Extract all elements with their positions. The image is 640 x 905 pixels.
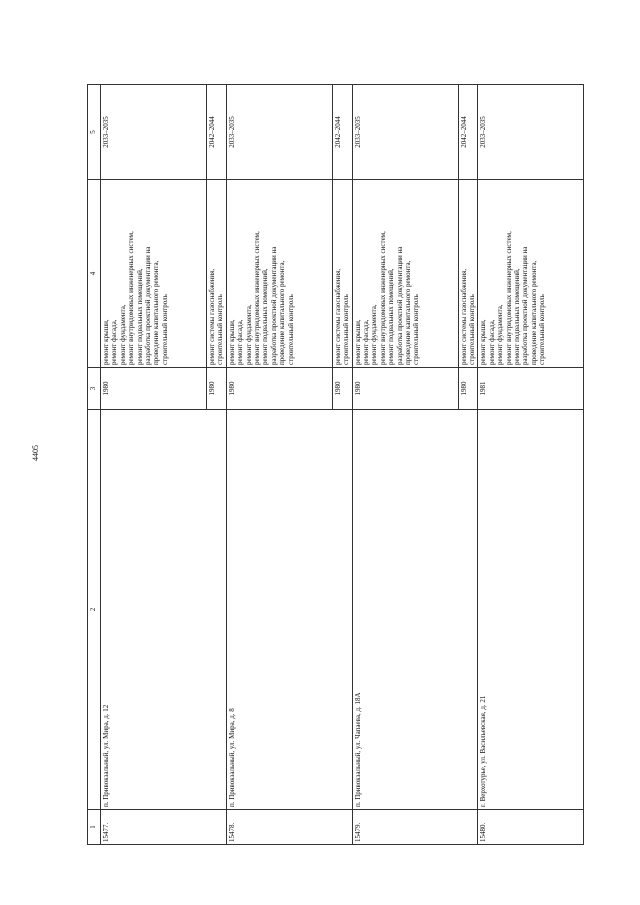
record-number: 15479. xyxy=(352,810,478,845)
record-address: г. Верхотурье, ул. Васильевская, д. 21 xyxy=(478,410,584,810)
table-row xyxy=(226,85,332,845)
repair-works xyxy=(352,180,458,368)
repair-work-line: строительный контроль xyxy=(467,294,476,365)
build-year: 1980 xyxy=(207,368,227,410)
repair-work-line: ремонт фасада, xyxy=(487,319,496,365)
repair-schedule-table xyxy=(87,84,584,845)
header-col-5: 5 xyxy=(88,85,101,180)
table-body xyxy=(101,85,584,845)
repair-work-line: ремонт фасада, xyxy=(236,319,245,365)
repair-period: 2033–2035 xyxy=(352,85,458,180)
repair-work-line: ремонт внутридомовых инженерных систем, xyxy=(378,231,387,365)
repair-work-line: строительный контроль xyxy=(538,294,547,365)
repair-works xyxy=(101,180,207,368)
repair-works xyxy=(207,180,227,368)
repair-period: 2033–2035 xyxy=(226,85,332,180)
header-col-4: 4 xyxy=(88,180,101,368)
repair-work-line: ремонт фундамента, xyxy=(496,304,505,365)
repair-period: 2042–2044 xyxy=(207,85,227,180)
repair-work-line: ремонт системы газоснабжения, xyxy=(208,268,216,365)
repair-work-line: ремонт фундамента, xyxy=(118,304,127,365)
repair-work-line: ремонт фундамента, xyxy=(370,304,379,365)
repair-work-line: проведение капитального ремонта, xyxy=(403,260,412,365)
build-year: 1980 xyxy=(332,368,352,410)
rotated-table-container xyxy=(87,85,577,845)
repair-work-line: строительный контроль xyxy=(412,294,421,365)
repair-work-line: ремонт внутридомовых инженерных систем, xyxy=(252,231,261,365)
build-year: 1980 xyxy=(101,368,207,410)
repair-period: 2042–2044 xyxy=(458,85,478,180)
record-address: п. Привокзальный, ул. Мира, д. 8 xyxy=(226,410,352,810)
build-year: 1980 xyxy=(226,368,332,410)
table-row xyxy=(478,85,584,845)
repair-work-line: строительный контроль xyxy=(160,294,169,365)
repair-work-line: проведение капитального ремонта, xyxy=(278,260,287,365)
repair-work-line: разработка проектной документации на xyxy=(521,246,530,365)
repair-work-line: ремонт подвальных помещений, xyxy=(512,268,521,365)
repair-works xyxy=(478,180,584,368)
repair-period: 2042–2044 xyxy=(332,85,352,180)
table-row xyxy=(101,85,207,845)
repair-work-line: ремонт подвальных помещений, xyxy=(261,268,270,365)
repair-work-line: ремонт фасада, xyxy=(110,319,119,365)
repair-work-line: ремонт крыши, xyxy=(227,319,236,365)
header-col-3: 3 xyxy=(88,368,101,410)
table-row xyxy=(352,85,458,845)
repair-work-line: строительный контроль xyxy=(216,294,225,365)
repair-work-line: ремонт крыши, xyxy=(353,319,362,365)
repair-work-line: проведение капитального ремонта, xyxy=(529,260,538,365)
repair-work-line: строительный контроль xyxy=(286,294,295,365)
header-col-1: 1 xyxy=(88,810,101,845)
build-year: 1980 xyxy=(352,368,458,410)
repair-work-line: ремонт системы газоснабжения, xyxy=(459,268,468,365)
repair-work-line: ремонт фундамента, xyxy=(244,304,253,365)
repair-work-line: разработка проектной документации на xyxy=(395,246,404,365)
repair-work-line: проведение капитального ремонта, xyxy=(152,260,161,365)
repair-works xyxy=(332,180,352,368)
repair-work-line: ремонт внутридомовых инженерных систем, xyxy=(504,231,513,365)
record-number: 15477. xyxy=(101,810,227,845)
repair-period: 2033–2035 xyxy=(101,85,207,180)
header-col-2: 2 xyxy=(88,410,101,810)
repair-work-line: разработка проектной документации на xyxy=(143,246,152,365)
repair-work-line: строительный контроль xyxy=(342,294,351,365)
repair-work-line: ремонт крыши, xyxy=(102,319,110,365)
repair-work-line: ремонт подвальных помещений, xyxy=(135,268,144,365)
repair-work-line: ремонт крыши, xyxy=(479,319,488,365)
record-address: п. Привокзальный, ул. Мира, д. 12 xyxy=(101,410,227,810)
repair-work-line: ремонт фасада, xyxy=(361,319,370,365)
repair-work-line: ремонт системы газоснабжения, xyxy=(333,268,342,365)
record-number: 15480. xyxy=(478,810,584,845)
repair-work-line: ремонт подвальных помещений, xyxy=(387,268,396,365)
build-year: 1980 xyxy=(458,368,478,410)
record-address: п. Привокзальный, ул. Чапаева, д. 18А xyxy=(352,410,478,810)
repair-work-line: ремонт внутридомовых инженерных систем, xyxy=(127,231,136,365)
page-number: 4405 xyxy=(31,445,40,461)
repair-period: 2033–2035 xyxy=(478,85,584,180)
build-year: 1981 xyxy=(478,368,584,410)
repair-works xyxy=(226,180,332,368)
repair-works xyxy=(458,180,478,368)
header-row xyxy=(88,85,101,845)
record-number: 15478. xyxy=(226,810,352,845)
repair-work-line: разработка проектной документации на xyxy=(269,246,278,365)
